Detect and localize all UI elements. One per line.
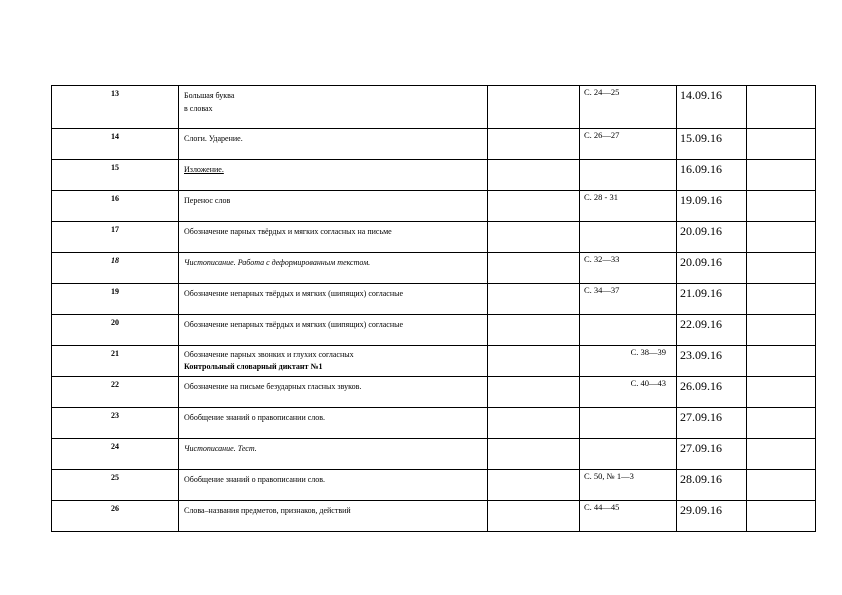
table-row bbox=[52, 501, 816, 532]
empty-cell bbox=[747, 501, 816, 532]
empty-cell bbox=[488, 284, 580, 315]
lesson-date: 22.09.16 bbox=[677, 315, 747, 346]
lesson-number: 19 bbox=[52, 284, 179, 315]
lesson-date: 23.09.16 bbox=[677, 346, 747, 377]
lesson-date: 20.09.16 bbox=[677, 222, 747, 253]
topic-line: Обозначение непарных твёрдых и мягких (шипящих) согласные bbox=[184, 289, 404, 298]
topic-line: Контрольный словарный диктант №1 bbox=[184, 362, 323, 371]
textbook-pages: С. 32—33 bbox=[580, 253, 677, 284]
empty-cell bbox=[747, 191, 816, 222]
lesson-topic bbox=[179, 346, 488, 377]
topic-line: Обозначение на письме безударных гласных звуков. bbox=[184, 382, 362, 391]
lesson-topic bbox=[179, 86, 488, 129]
lesson-topic bbox=[179, 253, 488, 284]
table-row bbox=[52, 160, 816, 191]
table-row bbox=[52, 129, 816, 160]
lesson-number: 18 bbox=[52, 253, 179, 284]
empty-cell bbox=[747, 86, 816, 129]
topic-line: в словах bbox=[184, 104, 213, 113]
empty-cell bbox=[747, 470, 816, 501]
textbook-pages: С. 50, № 1—3 bbox=[580, 470, 677, 501]
topic-line: Слоги. Ударение. bbox=[184, 134, 243, 143]
topic-line: Чистописание. Тест. bbox=[184, 444, 257, 453]
topic-line: Изложение. bbox=[184, 165, 224, 174]
empty-cell bbox=[747, 315, 816, 346]
textbook-pages bbox=[580, 315, 677, 346]
topic-line: Обозначение парных твёрдых и мягких согласных на письме bbox=[184, 227, 392, 236]
table-row bbox=[52, 377, 816, 408]
lesson-date: 28.09.16 bbox=[677, 470, 747, 501]
table-row bbox=[52, 86, 816, 129]
table-row bbox=[52, 191, 816, 222]
empty-cell bbox=[488, 470, 580, 501]
lesson-date: 19.09.16 bbox=[677, 191, 747, 222]
empty-cell bbox=[488, 222, 580, 253]
topic-line: Обозначение парных звонких и глухих согласных bbox=[184, 350, 354, 359]
empty-cell bbox=[488, 346, 580, 377]
lesson-topic bbox=[179, 129, 488, 160]
table-row bbox=[52, 315, 816, 346]
table-row bbox=[52, 284, 816, 315]
lesson-number: 22 bbox=[52, 377, 179, 408]
topic-line: Обобщение знаний о правописании слов. bbox=[184, 475, 326, 484]
empty-cell bbox=[747, 346, 816, 377]
empty-cell bbox=[488, 160, 580, 191]
lesson-date: 20.09.16 bbox=[677, 253, 747, 284]
empty-cell bbox=[488, 129, 580, 160]
lesson-number: 20 bbox=[52, 315, 179, 346]
lesson-date: 14.09.16 bbox=[677, 86, 747, 129]
lesson-number: 21 bbox=[52, 346, 179, 377]
table-row bbox=[52, 253, 816, 284]
textbook-pages: С. 44—45 bbox=[580, 501, 677, 532]
table-row bbox=[52, 346, 816, 377]
empty-cell bbox=[488, 191, 580, 222]
empty-cell bbox=[488, 315, 580, 346]
textbook-pages: С. 40—43 bbox=[580, 377, 677, 408]
lesson-date: 29.09.16 bbox=[677, 501, 747, 532]
textbook-pages bbox=[580, 160, 677, 191]
lesson-number: 14 bbox=[52, 129, 179, 160]
empty-cell bbox=[488, 86, 580, 129]
lesson-topic bbox=[179, 284, 488, 315]
textbook-pages: С. 24—25 bbox=[580, 86, 677, 129]
lesson-topic bbox=[179, 315, 488, 346]
empty-cell bbox=[747, 129, 816, 160]
table-row bbox=[52, 439, 816, 470]
topic-line: Слова–названия предметов, признаков, действий bbox=[184, 506, 351, 515]
lesson-date: 21.09.16 bbox=[677, 284, 747, 315]
lesson-topic bbox=[179, 191, 488, 222]
lesson-date: 16.09.16 bbox=[677, 160, 747, 191]
lesson-number: 23 bbox=[52, 408, 179, 439]
lesson-topic bbox=[179, 377, 488, 408]
empty-cell bbox=[488, 253, 580, 284]
lesson-number: 13 bbox=[52, 86, 179, 129]
empty-cell bbox=[747, 439, 816, 470]
topic-line: Обобщение знаний о правописании слов. bbox=[184, 413, 326, 422]
textbook-pages: С. 28 - 31 bbox=[580, 191, 677, 222]
lesson-number: 26 bbox=[52, 501, 179, 532]
empty-cell bbox=[747, 408, 816, 439]
lesson-topic bbox=[179, 160, 488, 191]
textbook-pages bbox=[580, 408, 677, 439]
empty-cell bbox=[488, 408, 580, 439]
lesson-date: 27.09.16 bbox=[677, 439, 747, 470]
lesson-date: 15.09.16 bbox=[677, 129, 747, 160]
lesson-number: 15 bbox=[52, 160, 179, 191]
table-row bbox=[52, 222, 816, 253]
topic-line: Перенос слов bbox=[184, 196, 231, 205]
lesson-number: 16 bbox=[52, 191, 179, 222]
empty-cell bbox=[747, 160, 816, 191]
empty-cell bbox=[488, 377, 580, 408]
textbook-pages: С. 34—37 bbox=[580, 284, 677, 315]
textbook-pages bbox=[580, 222, 677, 253]
lesson-plan-table bbox=[51, 85, 816, 532]
lesson-topic bbox=[179, 501, 488, 532]
lesson-date: 27.09.16 bbox=[677, 408, 747, 439]
textbook-pages bbox=[580, 439, 677, 470]
lesson-date: 26.09.16 bbox=[677, 377, 747, 408]
empty-cell bbox=[488, 439, 580, 470]
topic-line: Большая буква bbox=[184, 91, 235, 100]
lesson-topic bbox=[179, 439, 488, 470]
lesson-topic bbox=[179, 470, 488, 501]
table-row bbox=[52, 470, 816, 501]
empty-cell bbox=[747, 377, 816, 408]
empty-cell bbox=[747, 284, 816, 315]
empty-cell bbox=[747, 253, 816, 284]
lesson-number: 25 bbox=[52, 470, 179, 501]
lesson-topic bbox=[179, 222, 488, 253]
lesson-number: 24 bbox=[52, 439, 179, 470]
textbook-pages: С. 38—39 bbox=[580, 346, 677, 377]
lesson-topic bbox=[179, 408, 488, 439]
topic-line: Обозначение непарных твёрдых и мягких (шипящих) согласные bbox=[184, 320, 404, 329]
empty-cell bbox=[747, 222, 816, 253]
lesson-number: 17 bbox=[52, 222, 179, 253]
topic-line: Чистописание. Работа с деформированным текстом. bbox=[184, 258, 371, 267]
textbook-pages: С. 26—27 bbox=[580, 129, 677, 160]
table-row bbox=[52, 408, 816, 439]
empty-cell bbox=[488, 501, 580, 532]
